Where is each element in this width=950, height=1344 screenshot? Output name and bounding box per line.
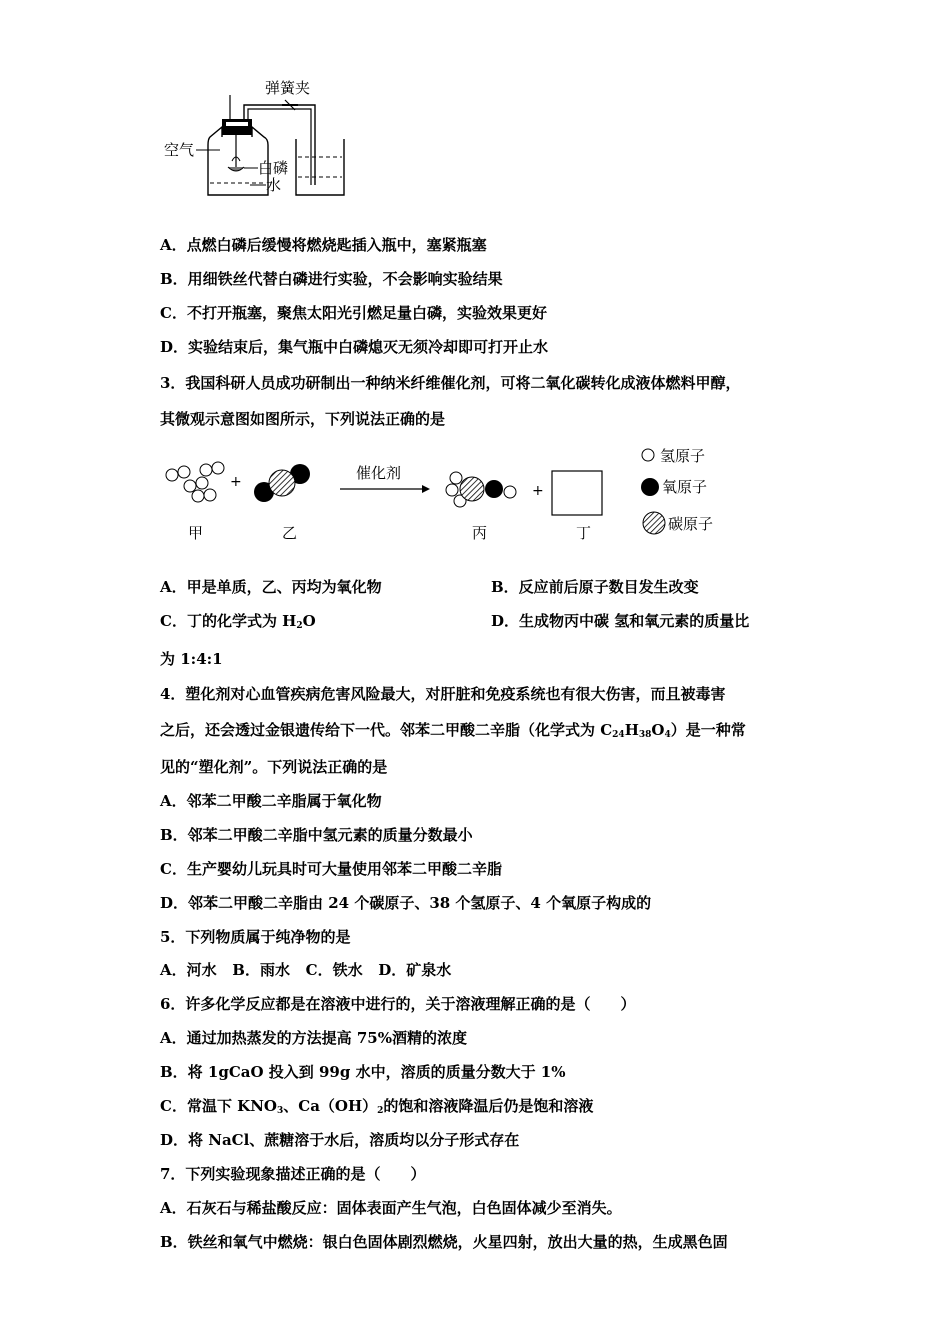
q4-option-d: D．邻苯二甲酸二辛脂由 24 个碳原子、38 个氢原子、4 个氧原子构成的 xyxy=(160,894,652,912)
q5-stem: 5．下列物质属于纯净物的是 xyxy=(160,928,351,946)
q3-option-d-cont: 为 1:4:1 xyxy=(160,650,223,668)
plus-1: + xyxy=(230,474,242,490)
q3-option-c: C．丁的化学式为 $H_2O$ xyxy=(160,612,316,631)
molecule-bing xyxy=(446,472,516,507)
q6-option-a: A．通过加热蒸发的方法提高 75%酒精的浓度 xyxy=(160,1029,467,1047)
label-clip: 弹簧夹 xyxy=(265,79,311,97)
q3-option-a: A．甲是单质，乙、丙均为氧化物 xyxy=(160,578,382,596)
label-jia: 甲 xyxy=(188,524,204,542)
label-water: 水 xyxy=(266,176,282,194)
q3-stem-2: 其微观示意图如图所示，下列说法正确的是 xyxy=(160,410,446,428)
q4-option-c: C．生产婴幼儿玩具时可大量使用邻苯二甲酸二辛脂 xyxy=(160,860,502,878)
q2-option-b: B．用细铁丝代替白磷进行实验，不会影响实验结果 xyxy=(160,270,503,288)
reaction-diagram xyxy=(160,440,760,550)
legend-o-icon xyxy=(641,478,659,496)
molecule-jia xyxy=(166,462,224,502)
q4-option-a: A．邻苯二甲酸二辛脂属于氧化物 xyxy=(160,792,382,810)
q3-stem-1: 3．我国科研人员成功研制出一种纳米纤维催化剂，可将二氧化碳转化成液体燃料甲醇， xyxy=(160,374,741,392)
q4-stem-1: 4．塑化剂对心血管疾病危害风险最大，对肝脏和免疫系统也有很大伤害，而且被毒害 xyxy=(160,685,726,703)
legend-c-icon xyxy=(643,512,665,534)
molecule-ding-box xyxy=(552,471,602,515)
q6-stem: 6．许多化学反应都是在溶液中进行的，关于溶液理解正确的是（ ） xyxy=(160,995,636,1013)
q4-stem-3: 见的“塑化剂”。下列说法正确的是 xyxy=(160,758,388,776)
q3-option-d: D．生成物丙中碳 氢和氧元素的质量比 xyxy=(491,612,750,630)
q2-option-d: D．实验结束后，集气瓶中白磷熄灭无须冷却即可打开止水 xyxy=(160,338,549,356)
label-air: 空气 xyxy=(164,141,195,159)
q2-option-a: A．点燃白磷后缓慢将燃烧匙插入瓶中，塞紧瓶塞 xyxy=(160,236,487,254)
legend-c: 碳原子 xyxy=(668,515,714,533)
legend-o: 氧原子 xyxy=(662,478,708,496)
q7-stem: 7．下列实验现象描述正确的是（ ） xyxy=(160,1165,426,1183)
q4-stem-2: 之后，还会透过金银遗传给下一代。邻苯二甲酸二辛脂（化学式为 $C_{24}H_{38}O_4$）是一种常 xyxy=(160,721,746,740)
label-ding: 丁 xyxy=(576,524,592,542)
q6-option-d: D．将 NaCl、蔗糖溶于水后，溶质均以分子形式存在 xyxy=(160,1131,520,1149)
q3-option-b: B．反应前后原子数目发生改变 xyxy=(491,578,699,596)
label-bing: 丙 xyxy=(472,524,488,542)
molecule-yi xyxy=(254,464,310,502)
q7-option-b: B．铁丝和氧气中燃烧：银白色固体剧烈燃烧，火星四射，放出大量的热，生成黑色固 xyxy=(160,1233,728,1251)
q4-option-b: B．邻苯二甲酸二辛脂中氢元素的质量分数最小 xyxy=(160,826,473,844)
beaker xyxy=(296,139,344,195)
catalyst-label: 催化剂 xyxy=(356,464,402,482)
stopper xyxy=(222,119,252,135)
q5-options: A．河水 B．雨水 C．铁水 D．矿泉水 xyxy=(160,961,452,979)
q6-option-c: C．常温下 $KNO_3$、$Ca(OH)_2$的饱和溶液降温后仍是饱和溶液 xyxy=(160,1097,594,1116)
label-phosphorus: 白磷 xyxy=(258,159,289,177)
q7-option-a: A．石灰石与稀盐酸反应：固体表面产生气泡，白色固体减少至消失。 xyxy=(160,1199,622,1217)
legend-h-icon xyxy=(642,449,654,461)
label-yi: 乙 xyxy=(282,524,298,542)
q2-option-c: C．不打开瓶塞，聚焦太阳光引燃足量白磷，实验效果更好 xyxy=(160,304,547,322)
legend-h: 氢原子 xyxy=(660,447,706,465)
plus-2: + xyxy=(532,483,544,499)
apparatus-diagram xyxy=(160,75,360,205)
q6-option-b: B．将 1gCaO 投入到 99g 水中，溶质的质量分数大于 1% xyxy=(160,1063,566,1081)
